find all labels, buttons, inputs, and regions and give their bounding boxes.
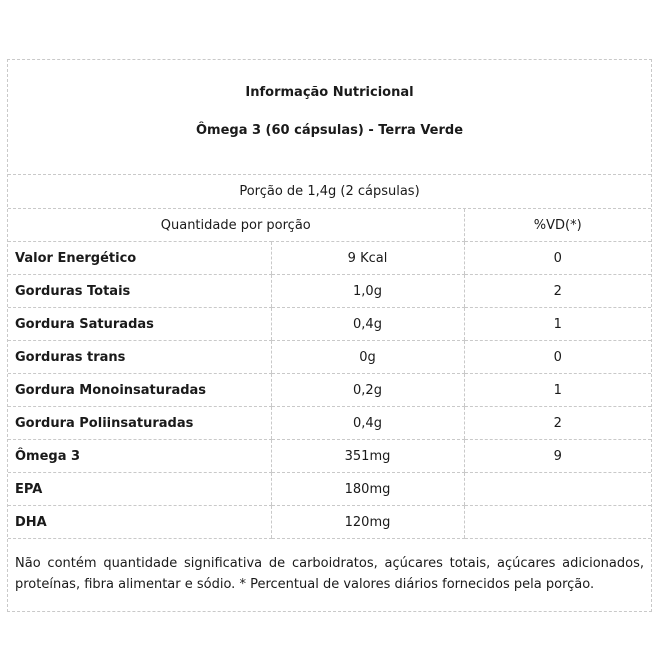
quantity-header: Quantidade por porção — [8, 209, 464, 242]
table-row — [8, 506, 651, 539]
table-row — [8, 407, 651, 440]
nutrient-vd: 2 — [464, 407, 651, 440]
table-header-row — [8, 209, 651, 242]
nutrient-name: DHA — [8, 506, 271, 539]
nutrient-value: 180mg — [271, 473, 464, 506]
nutrient-vd: 0 — [464, 242, 651, 275]
nutrient-value: 9 Kcal — [271, 242, 464, 275]
product-name: Ômega 3 (60 cápsulas) - Terra Verde — [195, 123, 464, 138]
nutrient-value: 0,4g — [271, 308, 464, 341]
nutrient-vd: 1 — [464, 308, 651, 341]
nutrient-vd: 0 — [464, 341, 651, 374]
nutrient-value: 0g — [271, 341, 464, 374]
table-row — [8, 242, 651, 275]
table-row — [8, 341, 651, 374]
nutrient-name: Gorduras Totais — [8, 275, 271, 308]
table-row — [8, 374, 651, 407]
nutrient-value: 351mg — [271, 440, 464, 473]
panel-title: Informação Nutricional — [245, 85, 414, 100]
nutrition-facts-panel — [7, 59, 652, 612]
title-block — [8, 60, 651, 175]
nutrient-name: Valor Energético — [8, 242, 271, 275]
table-row — [8, 473, 651, 506]
nutrient-vd — [464, 473, 651, 506]
nutrient-value: 120mg — [271, 506, 464, 539]
table-row — [8, 275, 651, 308]
table-row — [8, 440, 651, 473]
portion-size: Porção de 1,4g (2 cápsulas) — [8, 175, 651, 209]
nutrient-vd — [464, 506, 651, 539]
nutrient-vd: 9 — [464, 440, 651, 473]
footnote: Não contém quantidade significativa de carboidratos, açúcares totais, açúcares adicionados, proteínas, fibra alimentar e sódio. * Percentual de valores diários fornecidos pela porção. — [15, 556, 644, 592]
nutrient-name: Gordura Poliinsaturadas — [8, 407, 271, 440]
nutrition-table — [8, 209, 651, 539]
table-row — [8, 308, 651, 341]
nutrient-name: EPA — [8, 473, 271, 506]
nutrient-value: 0,4g — [271, 407, 464, 440]
nutrient-vd: 2 — [464, 275, 651, 308]
nutrient-value: 1,0g — [271, 275, 464, 308]
nutrient-name: Gordura Saturadas — [8, 308, 271, 341]
nutrient-name: Ômega 3 — [8, 440, 271, 473]
nutrient-name: Gorduras trans — [8, 341, 271, 374]
nutrient-name: Gordura Monoinsaturadas — [8, 374, 271, 407]
vd-header: %VD(*) — [464, 209, 651, 242]
nutrient-value: 0,2g — [271, 374, 464, 407]
nutrient-vd: 1 — [464, 374, 651, 407]
